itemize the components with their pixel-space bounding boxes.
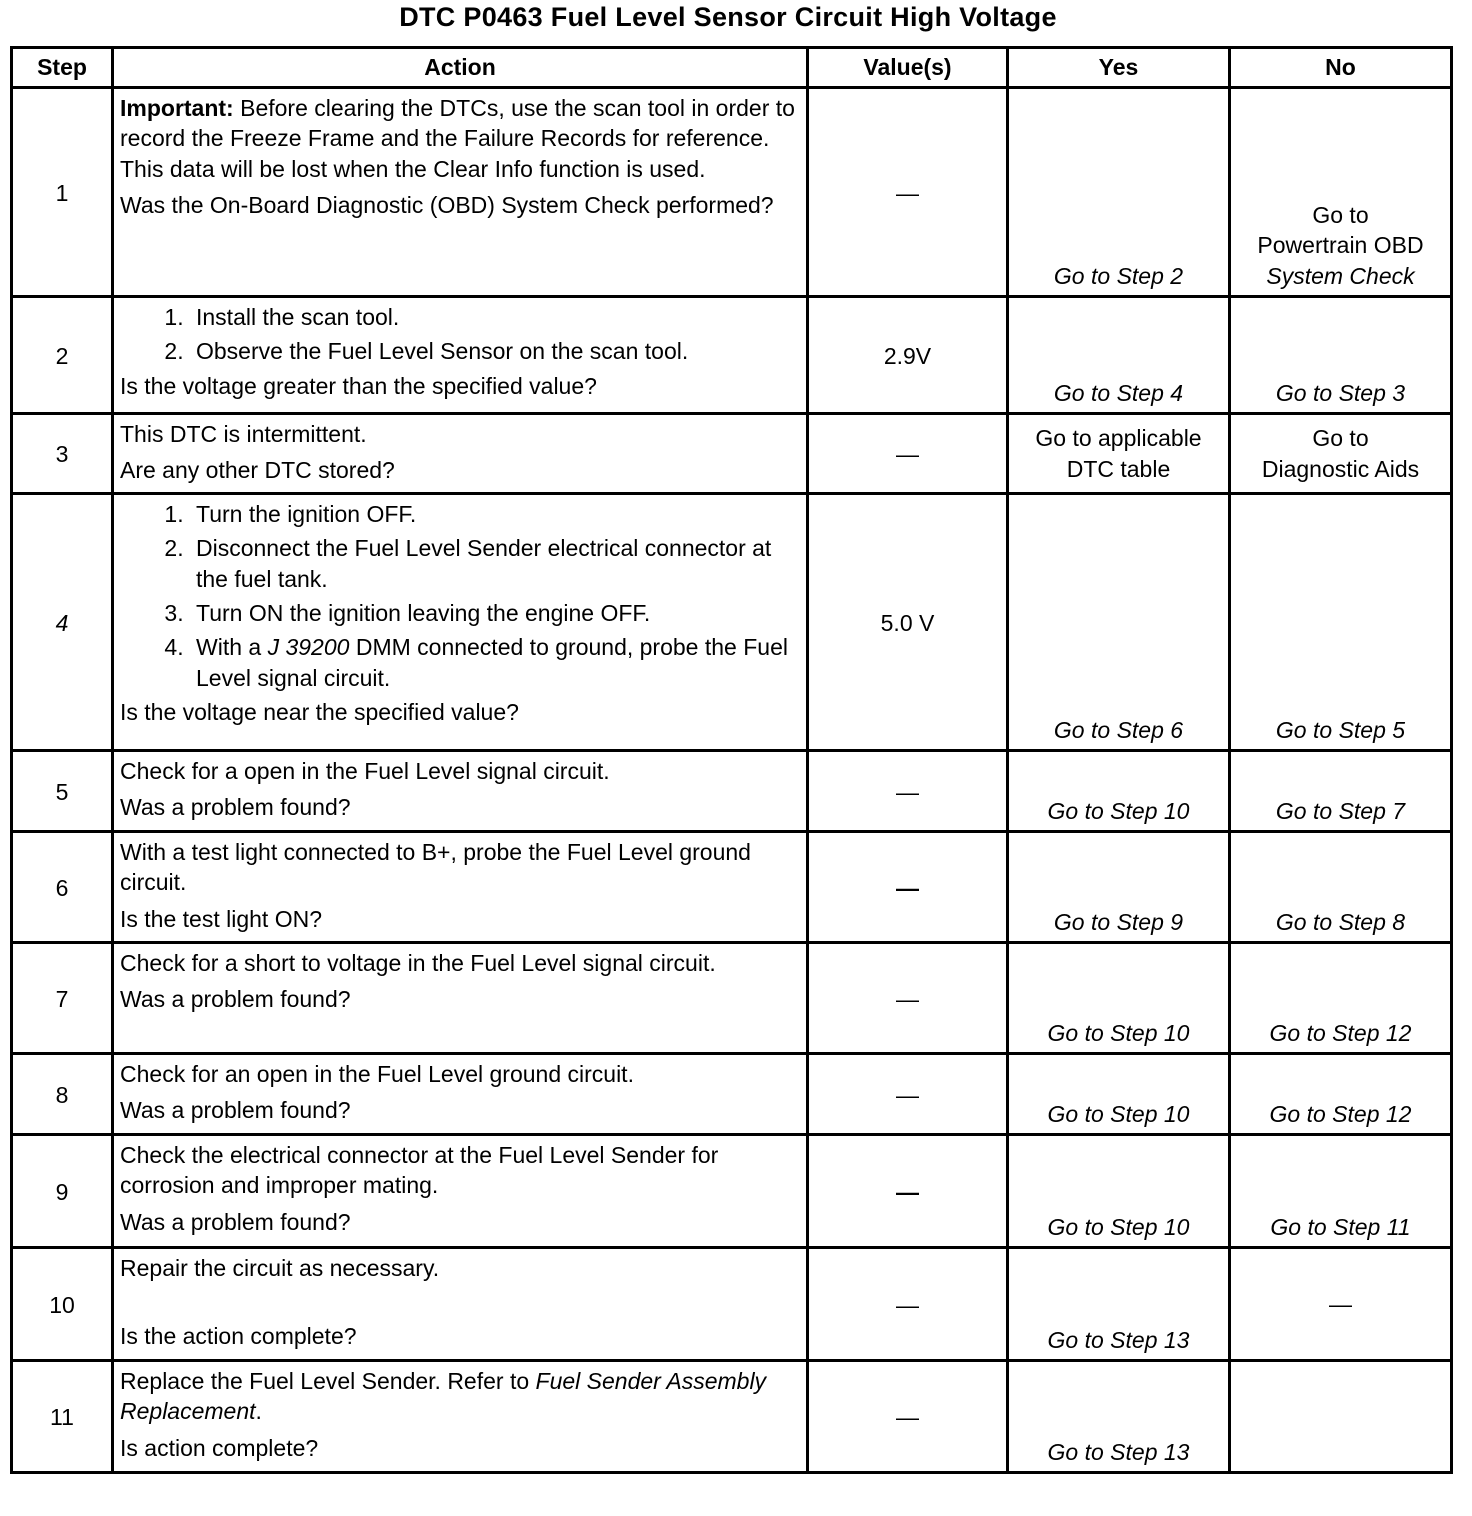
step-number: 1 bbox=[12, 88, 113, 297]
action-text-part: Replace the Fuel Level Sender. Refer to bbox=[120, 1368, 536, 1394]
action-question: Is the action complete? bbox=[120, 1323, 357, 1350]
step-number: 5 bbox=[12, 751, 113, 832]
yes-link[interactable]: Go to Step 6 bbox=[1008, 494, 1230, 751]
value-cell: 5.0 V bbox=[808, 494, 1008, 751]
important-text: Before clearing the DTCs, use the scan tool in order to record the Freeze Frame and the Failure Records for reference. This data will be lost when the Clear Info function is used. bbox=[120, 95, 795, 182]
action-question: Is the test light ON? bbox=[120, 905, 322, 932]
action-question: Was a problem found? bbox=[120, 986, 351, 1013]
value-cell: — bbox=[808, 414, 1008, 494]
tool-reference: J 39200 bbox=[267, 634, 350, 661]
table-row bbox=[12, 943, 1452, 1054]
table-row bbox=[12, 1054, 1452, 1135]
action-cell bbox=[113, 832, 808, 943]
action-list-item: 3. Turn ON the ignition leaving the engine OFF. bbox=[190, 598, 800, 628]
action-text: Check for a open in the Fuel Level signal circuit. bbox=[120, 758, 610, 784]
action-cell bbox=[113, 1248, 808, 1361]
no-line: Go to bbox=[1312, 425, 1369, 452]
yes-link[interactable]: Go to Step 2 bbox=[1008, 88, 1230, 297]
action-list-item: 1. Install the scan tool. bbox=[190, 302, 800, 332]
table-row bbox=[12, 297, 1452, 414]
value-cell: — bbox=[808, 1054, 1008, 1135]
action-text: Repair the circuit as necessary. bbox=[120, 1255, 440, 1281]
header-step: Step bbox=[12, 48, 113, 88]
table-row bbox=[12, 88, 1452, 297]
action-text: With a test light connected to B+, probe the Fuel Level ground circuit. bbox=[120, 839, 751, 896]
table-row bbox=[12, 414, 1452, 494]
step-number: 8 bbox=[12, 1054, 113, 1135]
action-cell bbox=[113, 751, 808, 832]
step-number: 4 bbox=[12, 494, 113, 751]
value-cell: — bbox=[808, 88, 1008, 297]
action-cell bbox=[113, 1054, 808, 1135]
value-cell: — bbox=[808, 832, 1008, 943]
yes-link[interactable]: Go to Step 4 bbox=[1008, 297, 1230, 414]
value-cell: 2.9V bbox=[808, 297, 1008, 414]
no-link[interactable]: Go to Step 12 bbox=[1230, 1054, 1452, 1135]
header-action: Action bbox=[113, 48, 808, 88]
step-number: 6 bbox=[12, 832, 113, 943]
step-number: 9 bbox=[12, 1135, 113, 1248]
action-question: Is the voltage near the specified value? bbox=[120, 699, 519, 726]
yes-line: DTC table bbox=[1066, 455, 1171, 482]
header-no: No bbox=[1230, 48, 1452, 88]
no-link[interactable] bbox=[1230, 414, 1452, 494]
action-question: Was the On-Board Diagnostic (OBD) System Check performed? bbox=[120, 192, 774, 219]
header-yes: Yes bbox=[1008, 48, 1230, 88]
step-number: 10 bbox=[12, 1248, 113, 1361]
value-cell: — bbox=[808, 1135, 1008, 1248]
step-number: 11 bbox=[12, 1361, 113, 1473]
table-row bbox=[12, 1248, 1452, 1361]
action-list-item bbox=[190, 632, 800, 693]
value-cell: — bbox=[808, 751, 1008, 832]
action-list bbox=[120, 499, 800, 693]
yes-link[interactable] bbox=[1008, 414, 1230, 494]
diagnostic-table bbox=[10, 46, 1453, 1474]
no-line: Powertrain OBD bbox=[1257, 232, 1424, 259]
yes-link[interactable]: Go to Step 13 bbox=[1008, 1248, 1230, 1361]
action-text-part: . bbox=[255, 1398, 262, 1425]
item-text: DMM connected to ground, probe the Fuel Level signal circuit. bbox=[196, 634, 788, 691]
action-list-item: 1. Turn the ignition OFF. bbox=[190, 499, 800, 529]
action-cell bbox=[113, 943, 808, 1054]
no-link[interactable]: — bbox=[1230, 1248, 1452, 1361]
no-line: System Check bbox=[1266, 262, 1415, 289]
yes-line: Go to applicable bbox=[1035, 425, 1202, 452]
item-text: With a bbox=[196, 634, 268, 661]
table-row bbox=[12, 751, 1452, 832]
table-header-row bbox=[12, 48, 1452, 88]
value-cell: — bbox=[808, 1248, 1008, 1361]
action-text bbox=[120, 1366, 800, 1427]
yes-link[interactable]: Go to Step 10 bbox=[1008, 751, 1230, 832]
step-number: 7 bbox=[12, 943, 113, 1054]
action-list-item: 2. Disconnect the Fuel Level Sender electrical connector at the fuel tank. bbox=[190, 533, 800, 594]
action-question: Was a problem found? bbox=[120, 1208, 351, 1235]
action-text: Check for an open in the Fuel Level ground circuit. bbox=[120, 1061, 634, 1087]
action-list-item: 2. Observe the Fuel Level Sensor on the scan tool. bbox=[190, 336, 800, 366]
yes-link[interactable]: Go to Step 9 bbox=[1008, 832, 1230, 943]
action-question: Was a problem found? bbox=[120, 1097, 351, 1124]
action-question: Are any other DTC stored? bbox=[120, 457, 395, 484]
no-link[interactable] bbox=[1230, 88, 1452, 297]
action-question: Was a problem found? bbox=[120, 794, 351, 821]
action-cell bbox=[113, 1135, 808, 1248]
yes-link[interactable]: Go to Step 13 bbox=[1008, 1361, 1230, 1473]
action-cell bbox=[113, 1361, 808, 1473]
step-number: 2 bbox=[12, 297, 113, 414]
yes-link[interactable]: Go to Step 10 bbox=[1008, 1135, 1230, 1248]
value-cell: — bbox=[808, 1361, 1008, 1473]
action-cell bbox=[113, 414, 808, 494]
important-label: Important: bbox=[120, 95, 234, 121]
action-text: This DTC is intermittent. bbox=[120, 421, 367, 447]
action-question: Is the voltage greater than the specified value? bbox=[120, 372, 597, 399]
action-question: Is action complete? bbox=[120, 1434, 319, 1461]
no-link[interactable]: Go to Step 7 bbox=[1230, 751, 1452, 832]
step-number: 3 bbox=[12, 414, 113, 494]
action-cell bbox=[113, 494, 808, 751]
no-line: Go to bbox=[1312, 201, 1369, 228]
no-line: Diagnostic Aids bbox=[1261, 455, 1420, 482]
value-cell: — bbox=[808, 943, 1008, 1054]
no-link[interactable]: Go to Step 3 bbox=[1230, 297, 1452, 414]
action-cell bbox=[113, 88, 808, 297]
page-title: DTC P0463 Fuel Level Sensor Circuit High Voltage bbox=[399, 2, 1057, 32]
no-link[interactable]: Go to Step 12 bbox=[1230, 943, 1452, 1054]
no-link[interactable]: Go to Step 8 bbox=[1230, 832, 1452, 943]
action-text: Check for a short to voltage in the Fuel Level signal circuit. bbox=[120, 950, 716, 976]
no-link[interactable]: Go to Step 5 bbox=[1230, 494, 1452, 751]
table-row bbox=[12, 832, 1452, 943]
no-link[interactable]: Go to Step 11 bbox=[1230, 1135, 1452, 1248]
important-note bbox=[120, 93, 800, 184]
reference-link[interactable]: Fuel Sender Assembly Replacement bbox=[120, 1368, 767, 1425]
no-link bbox=[1230, 1361, 1452, 1473]
table-row bbox=[12, 1135, 1452, 1248]
action-text: Check the electrical connector at the Fuel Level Sender for corrosion and improper mating. bbox=[120, 1142, 719, 1199]
action-list bbox=[120, 302, 800, 367]
yes-link[interactable]: Go to Step 10 bbox=[1008, 943, 1230, 1054]
header-values: Value(s) bbox=[808, 48, 1008, 88]
table-row bbox=[12, 494, 1452, 751]
table-row bbox=[12, 1361, 1452, 1473]
action-cell bbox=[113, 297, 808, 414]
yes-link[interactable]: Go to Step 10 bbox=[1008, 1054, 1230, 1135]
